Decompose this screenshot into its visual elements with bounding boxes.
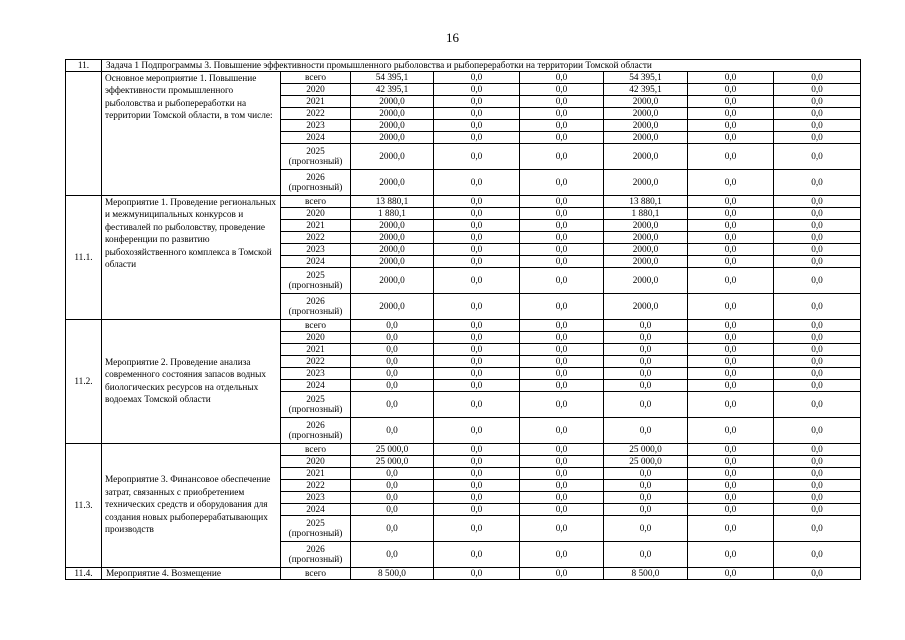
value-cell: 0,0: [604, 480, 688, 492]
value-cell: 25 000,0: [604, 456, 688, 468]
value-cell: 0,0: [351, 542, 434, 568]
measure-number: 11.1.: [66, 196, 102, 320]
value-cell: 0,0: [351, 344, 434, 356]
value-cell: 8 500,0: [604, 568, 688, 580]
value-cell: 0,0: [688, 492, 774, 504]
value-cell: 0,0: [774, 320, 861, 332]
value-cell: 0,0: [774, 332, 861, 344]
value-cell: 2000,0: [351, 144, 434, 170]
value-cell: 0,0: [774, 170, 861, 196]
value-cell: 0,0: [434, 344, 520, 356]
value-cell: 2000,0: [604, 294, 688, 320]
value-cell: 0,0: [520, 232, 604, 244]
year-cell: 2026 (прогнозный): [281, 418, 351, 444]
value-cell: 0,0: [774, 294, 861, 320]
value-cell: 54 395,1: [604, 72, 688, 84]
value-cell: 0,0: [688, 96, 774, 108]
year-cell: 2026 (прогнозный): [281, 170, 351, 196]
page-number: 16: [446, 30, 459, 45]
value-cell: 0,0: [520, 568, 604, 580]
value-cell: 0,0: [688, 196, 774, 208]
value-cell: 0,0: [774, 232, 861, 244]
value-cell: 0,0: [604, 344, 688, 356]
value-cell: 0,0: [520, 120, 604, 132]
value-cell: 0,0: [434, 332, 520, 344]
year-cell: 2026 (прогнозный): [281, 294, 351, 320]
value-cell: 0,0: [774, 368, 861, 380]
value-cell: 0,0: [604, 368, 688, 380]
funding-table: [65, 59, 861, 580]
value-cell: 2000,0: [604, 108, 688, 120]
value-cell: 0,0: [774, 444, 861, 456]
value-cell: 0,0: [434, 96, 520, 108]
value-cell: 0,0: [688, 516, 774, 542]
value-cell: 0,0: [688, 368, 774, 380]
value-cell: 0,0: [434, 480, 520, 492]
measure-description: Основное мероприятие 1. Повышение эффективности промышленного рыболовства и рыбопереработки на территории Томской области, в том числе:: [102, 72, 281, 196]
value-cell: 0,0: [520, 84, 604, 96]
year-cell: 2022: [281, 480, 351, 492]
value-cell: 0,0: [688, 542, 774, 568]
value-cell: 8 500,0: [351, 568, 434, 580]
value-cell: 13 880,1: [351, 196, 434, 208]
year-cell: 2022: [281, 356, 351, 368]
value-cell: 0,0: [774, 468, 861, 480]
value-cell: 0,0: [688, 72, 774, 84]
value-cell: 0,0: [520, 368, 604, 380]
value-cell: 0,0: [434, 368, 520, 380]
value-cell: 0,0: [434, 220, 520, 232]
measure-number: [66, 72, 102, 196]
table-row: [66, 568, 861, 580]
value-cell: 0,0: [520, 320, 604, 332]
value-cell: 0,0: [774, 492, 861, 504]
value-cell: 0,0: [774, 208, 861, 220]
value-cell: 2000,0: [351, 294, 434, 320]
value-cell: 0,0: [434, 144, 520, 170]
value-cell: 0,0: [774, 132, 861, 144]
value-cell: 0,0: [688, 468, 774, 480]
value-cell: 0,0: [520, 108, 604, 120]
value-cell: 0,0: [774, 84, 861, 96]
year-cell: 2025 (прогнозный): [281, 268, 351, 294]
value-cell: 0,0: [351, 356, 434, 368]
value-cell: 0,0: [688, 380, 774, 392]
value-cell: 0,0: [351, 468, 434, 480]
value-cell: 0,0: [520, 468, 604, 480]
value-cell: 0,0: [774, 72, 861, 84]
value-cell: 0,0: [434, 244, 520, 256]
value-cell: 0,0: [351, 392, 434, 418]
value-cell: 2000,0: [604, 268, 688, 294]
value-cell: 0,0: [604, 516, 688, 542]
table-body: [66, 60, 861, 580]
value-cell: 0,0: [604, 542, 688, 568]
value-cell: 0,0: [774, 268, 861, 294]
value-cell: 0,0: [688, 84, 774, 96]
value-cell: 0,0: [688, 244, 774, 256]
value-cell: 0,0: [688, 268, 774, 294]
year-cell: 2020: [281, 84, 351, 96]
value-cell: 0,0: [520, 492, 604, 504]
value-cell: 0,0: [520, 444, 604, 456]
value-cell: 0,0: [520, 344, 604, 356]
value-cell: 0,0: [434, 468, 520, 480]
value-cell: 0,0: [774, 504, 861, 516]
value-cell: 0,0: [688, 332, 774, 344]
value-cell: 0,0: [688, 320, 774, 332]
year-cell: 2022: [281, 108, 351, 120]
year-cell: 2023: [281, 492, 351, 504]
value-cell: 0,0: [520, 294, 604, 320]
value-cell: 0,0: [351, 480, 434, 492]
value-cell: 2000,0: [604, 220, 688, 232]
value-cell: 25 000,0: [604, 444, 688, 456]
value-cell: 1 880,1: [351, 208, 434, 220]
measure-number: 11.2.: [66, 320, 102, 444]
value-cell: 0,0: [604, 418, 688, 444]
value-cell: 2000,0: [604, 120, 688, 132]
value-cell: 0,0: [688, 132, 774, 144]
value-cell: 2000,0: [351, 256, 434, 268]
value-cell: 2000,0: [604, 132, 688, 144]
value-cell: 0,0: [520, 456, 604, 468]
value-cell: 0,0: [774, 356, 861, 368]
value-cell: 0,0: [688, 208, 774, 220]
value-cell: 2000,0: [351, 96, 434, 108]
value-cell: 2000,0: [604, 232, 688, 244]
year-cell: 2026 (прогнозный): [281, 542, 351, 568]
value-cell: 2000,0: [604, 170, 688, 196]
value-cell: 0,0: [520, 380, 604, 392]
year-cell: 2024: [281, 132, 351, 144]
value-cell: 0,0: [351, 492, 434, 504]
value-cell: 0,0: [774, 418, 861, 444]
task-row: [66, 60, 861, 72]
value-cell: 0,0: [520, 480, 604, 492]
value-cell: 0,0: [351, 320, 434, 332]
measure-number: 11.4.: [66, 568, 102, 580]
value-cell: 0,0: [774, 244, 861, 256]
value-cell: 0,0: [520, 418, 604, 444]
value-cell: 0,0: [434, 516, 520, 542]
value-cell: 0,0: [520, 220, 604, 232]
value-cell: 0,0: [688, 108, 774, 120]
value-cell: 13 880,1: [604, 196, 688, 208]
value-cell: 0,0: [520, 356, 604, 368]
value-cell: 0,0: [774, 392, 861, 418]
value-cell: 0,0: [351, 418, 434, 444]
value-cell: 2000,0: [604, 244, 688, 256]
value-cell: 0,0: [604, 492, 688, 504]
value-cell: 2000,0: [604, 96, 688, 108]
value-cell: 42 395,1: [351, 84, 434, 96]
value-cell: 0,0: [434, 504, 520, 516]
value-cell: 0,0: [434, 294, 520, 320]
value-cell: 0,0: [774, 256, 861, 268]
value-cell: 0,0: [774, 96, 861, 108]
value-cell: 0,0: [688, 444, 774, 456]
value-cell: 0,0: [688, 356, 774, 368]
year-cell: всего: [281, 320, 351, 332]
year-cell: 2020: [281, 208, 351, 220]
value-cell: 2000,0: [351, 232, 434, 244]
value-cell: 0,0: [434, 208, 520, 220]
table-row: [66, 196, 861, 208]
value-cell: 0,0: [520, 256, 604, 268]
value-cell: 0,0: [688, 120, 774, 132]
value-cell: 0,0: [520, 208, 604, 220]
year-cell: 2023: [281, 368, 351, 380]
value-cell: 0,0: [434, 356, 520, 368]
year-cell: 2021: [281, 468, 351, 480]
value-cell: 0,0: [604, 504, 688, 516]
value-cell: 0,0: [520, 392, 604, 418]
table-row: [66, 72, 861, 84]
value-cell: 0,0: [774, 542, 861, 568]
year-cell: 2023: [281, 244, 351, 256]
year-cell: 2025 (прогнозный): [281, 516, 351, 542]
value-cell: 2000,0: [351, 120, 434, 132]
year-cell: 2021: [281, 96, 351, 108]
value-cell: 0,0: [434, 568, 520, 580]
value-cell: 0,0: [351, 380, 434, 392]
value-cell: 0,0: [688, 392, 774, 418]
value-cell: 0,0: [434, 392, 520, 418]
value-cell: 2000,0: [351, 132, 434, 144]
value-cell: 0,0: [520, 516, 604, 542]
value-cell: 0,0: [351, 332, 434, 344]
value-cell: 1 880,1: [604, 208, 688, 220]
task-number: 11.: [66, 60, 102, 72]
year-cell: 2024: [281, 380, 351, 392]
measure-description: Мероприятие 2. Проведение анализа современного состояния запасов водных биологических ресурсов на отдельных водоемах Томской области: [102, 320, 281, 444]
value-cell: 0,0: [434, 418, 520, 444]
value-cell: 2000,0: [351, 220, 434, 232]
value-cell: 2000,0: [351, 244, 434, 256]
measure-description: Мероприятие 3. Финансовое обеспечение затрат, связанных с приобретением технических средств и оборудования для создания новых рыбоперерабатывающих производств: [102, 444, 281, 568]
value-cell: 0,0: [604, 468, 688, 480]
value-cell: 0,0: [351, 504, 434, 516]
value-cell: 0,0: [434, 256, 520, 268]
year-cell: 2022: [281, 232, 351, 244]
value-cell: 0,0: [604, 392, 688, 418]
value-cell: 0,0: [688, 456, 774, 468]
value-cell: 0,0: [774, 196, 861, 208]
value-cell: 0,0: [774, 120, 861, 132]
value-cell: 0,0: [604, 332, 688, 344]
value-cell: 0,0: [520, 170, 604, 196]
value-cell: 25 000,0: [351, 444, 434, 456]
value-cell: 0,0: [520, 96, 604, 108]
value-cell: 0,0: [520, 244, 604, 256]
value-cell: 0,0: [434, 268, 520, 294]
value-cell: 0,0: [520, 196, 604, 208]
value-cell: 0,0: [688, 256, 774, 268]
value-cell: 0,0: [520, 132, 604, 144]
value-cell: 0,0: [688, 568, 774, 580]
measure-description: Мероприятие 1. Проведение региональных и межмуниципальных конкурсов и фестивалей по рыболовству, проведение конференции по развитию рыбохозяйственного комплекса в Томской области: [102, 196, 281, 320]
value-cell: 0,0: [520, 72, 604, 84]
value-cell: 0,0: [604, 356, 688, 368]
task-title: Задача 1 Подпрограммы 3. Повышение эффективности промышленного рыболовства и рыбопереработки на территории Томской области: [102, 60, 861, 72]
value-cell: 0,0: [434, 456, 520, 468]
value-cell: 0,0: [688, 504, 774, 516]
value-cell: 2000,0: [351, 268, 434, 294]
value-cell: 2000,0: [351, 108, 434, 120]
year-cell: 2025 (прогнозный): [281, 144, 351, 170]
value-cell: 0,0: [774, 568, 861, 580]
value-cell: 0,0: [434, 120, 520, 132]
value-cell: 0,0: [434, 170, 520, 196]
value-cell: 0,0: [520, 332, 604, 344]
value-cell: 0,0: [434, 196, 520, 208]
value-cell: 0,0: [434, 320, 520, 332]
value-cell: 0,0: [774, 456, 861, 468]
value-cell: 0,0: [351, 516, 434, 542]
table-row: [66, 320, 861, 332]
value-cell: 0,0: [520, 504, 604, 516]
year-cell: всего: [281, 568, 351, 580]
value-cell: 0,0: [520, 542, 604, 568]
year-cell: 2020: [281, 332, 351, 344]
value-cell: 0,0: [434, 380, 520, 392]
value-cell: 54 395,1: [351, 72, 434, 84]
value-cell: 0,0: [774, 108, 861, 120]
value-cell: 0,0: [604, 380, 688, 392]
value-cell: 0,0: [604, 320, 688, 332]
value-cell: 2000,0: [351, 170, 434, 196]
value-cell: 0,0: [434, 84, 520, 96]
value-cell: 0,0: [774, 516, 861, 542]
year-cell: 2023: [281, 120, 351, 132]
value-cell: 0,0: [688, 144, 774, 170]
year-cell: 2020: [281, 456, 351, 468]
value-cell: 0,0: [434, 132, 520, 144]
value-cell: 0,0: [434, 444, 520, 456]
value-cell: 2000,0: [604, 256, 688, 268]
year-cell: 2021: [281, 220, 351, 232]
year-cell: всего: [281, 72, 351, 84]
value-cell: 2000,0: [604, 144, 688, 170]
value-cell: 42 395,1: [604, 84, 688, 96]
measure-description: Мероприятие 4. Возмещение: [102, 568, 281, 580]
value-cell: 0,0: [434, 542, 520, 568]
year-cell: всего: [281, 444, 351, 456]
value-cell: 0,0: [688, 480, 774, 492]
value-cell: 0,0: [520, 144, 604, 170]
value-cell: 25 000,0: [351, 456, 434, 468]
year-cell: 2025 (прогнозный): [281, 392, 351, 418]
measure-number: 11.3.: [66, 444, 102, 568]
value-cell: 0,0: [434, 232, 520, 244]
value-cell: 0,0: [774, 480, 861, 492]
year-cell: 2024: [281, 504, 351, 516]
value-cell: 0,0: [774, 220, 861, 232]
value-cell: 0,0: [688, 232, 774, 244]
year-cell: всего: [281, 196, 351, 208]
year-cell: 2024: [281, 256, 351, 268]
value-cell: 0,0: [434, 72, 520, 84]
value-cell: 0,0: [688, 220, 774, 232]
value-cell: 0,0: [351, 368, 434, 380]
value-cell: 0,0: [774, 344, 861, 356]
value-cell: 0,0: [688, 170, 774, 196]
value-cell: 0,0: [688, 418, 774, 444]
value-cell: 0,0: [774, 380, 861, 392]
value-cell: 0,0: [434, 492, 520, 504]
value-cell: 0,0: [520, 268, 604, 294]
year-cell: 2021: [281, 344, 351, 356]
value-cell: 0,0: [688, 344, 774, 356]
table-row: [66, 444, 861, 456]
value-cell: 0,0: [774, 144, 861, 170]
value-cell: 0,0: [688, 294, 774, 320]
value-cell: 0,0: [434, 108, 520, 120]
